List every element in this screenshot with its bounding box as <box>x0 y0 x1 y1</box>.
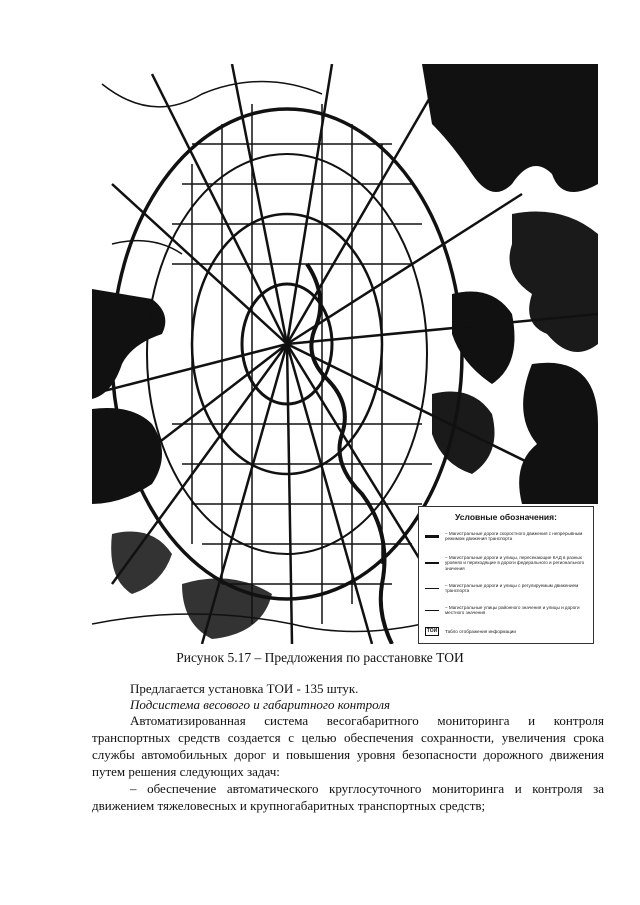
legend-item-label: – Магистральные дороги скоростного движения с непрерывным режимом движения транспорта <box>445 531 583 542</box>
section-heading: Подсистема весового и габаритного контроля <box>130 697 391 712</box>
legend-item <box>425 555 589 571</box>
legend-item <box>425 627 589 636</box>
thin-line-icon <box>425 588 439 590</box>
legend-item <box>425 583 589 594</box>
forest-area <box>519 363 598 504</box>
legend-item-label: – Магистральные дороги и улицы с регулируемым движением транспорта <box>445 583 579 594</box>
legend-title: Условные обозначения: <box>455 512 557 522</box>
legend-item <box>425 605 589 616</box>
thick-line-icon <box>425 535 439 538</box>
paragraph: Предлагается установка ТОИ - 135 штук. <box>130 681 359 696</box>
legend-item-label: – Магистральные улицы районного значения и улицы и дороги местного значения <box>445 605 580 616</box>
paragraph-line: движением тяжеловесных и крупногабаритных транспортных средств; <box>92 798 486 813</box>
paragraph-line: – обеспечение автоматического круглосуточного мониторинга и контроля за <box>130 781 604 796</box>
paragraph-line: транспортных средств создается с целью обеспечения сохранности, увеличения срока <box>92 730 604 745</box>
medium-line-icon <box>425 562 439 564</box>
toi-box-icon: ТОИ <box>426 628 438 634</box>
figure-caption: Рисунок 5.17 – Предложения по расстановке ТОИ <box>176 650 464 665</box>
paragraph-line: путем решения следующих задач: <box>92 764 280 779</box>
paragraph-line: Автоматизированная система весогабаритного мониторинга и контроля <box>130 713 604 728</box>
paragraph-line: службы автомобильных дорог и повышения уровня безопасности дорожного движения <box>92 747 604 762</box>
legend-item <box>425 531 589 542</box>
legend-item-label: Табло отображения информации <box>445 628 516 634</box>
map-legend <box>418 506 594 644</box>
dotted-line-icon <box>425 610 439 611</box>
legend-item-label: – Магистральные дороги и улицы, пересекающие КАД в разных уровнях и переходящие в дороги федерального и регионального значения <box>445 555 585 571</box>
